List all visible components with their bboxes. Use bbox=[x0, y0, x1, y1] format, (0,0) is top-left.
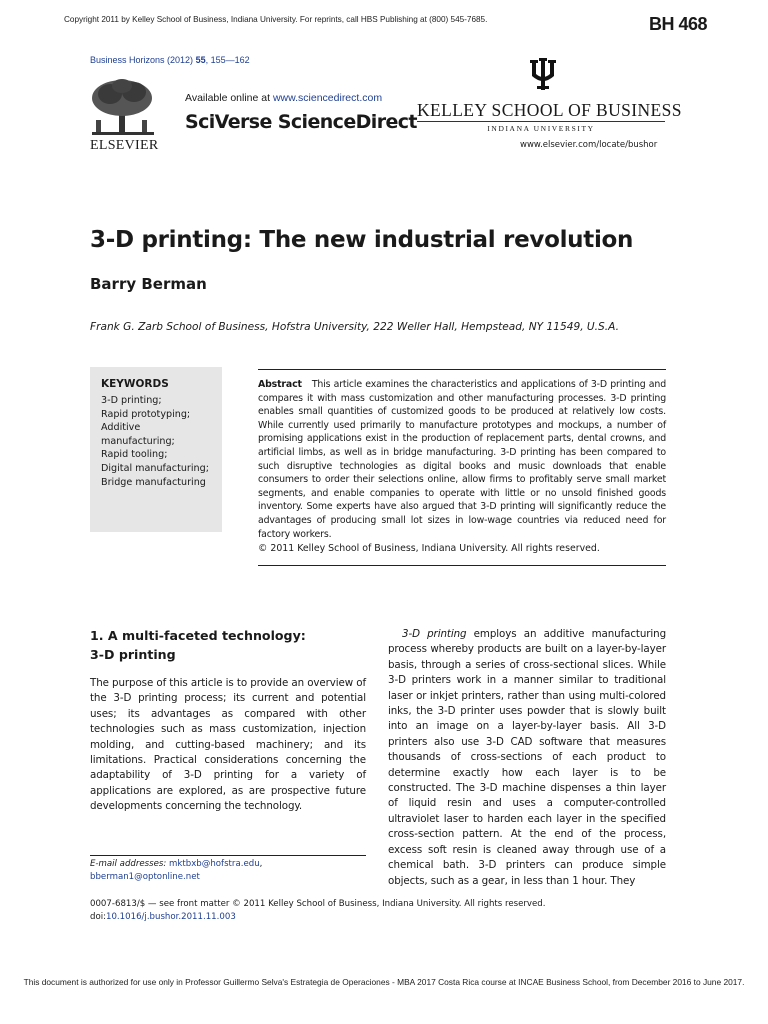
abstract-bottom-rule bbox=[258, 565, 666, 566]
sciencedirect-link[interactable]: www.sciencedirect.com bbox=[272, 92, 383, 104]
section-heading-line2: 3-D printing bbox=[90, 647, 176, 662]
publisher-name: ELSEVIER bbox=[90, 138, 159, 153]
abstract-text bbox=[258, 378, 666, 541]
keyword-item: Rapid prototyping; bbox=[101, 408, 191, 420]
issn-line: 0007-6813/$ — see front matter © 2011 Kelley School of Business, Indiana University. All rights reserved. bbox=[90, 899, 546, 909]
keyword-item: Bridge manufacturing bbox=[101, 476, 206, 488]
body-paragraph-2 bbox=[388, 627, 666, 889]
body-paragraph-1: The purpose of this article is to provide an overview of the 3-D printing process; its current and potential uses; its advantages as compared with other technologies such as mass customization, injection molding, and cutting-based machinery; and its limitations. Practical considerations concerning the adaptability of 3-D printing for a variety of applications are explored, as are prospective future developments concerning the technology. bbox=[90, 677, 366, 813]
keywords-list bbox=[101, 394, 221, 489]
keyword-item: manufacturing; bbox=[101, 435, 175, 447]
email-label: E-mail addresses: bbox=[90, 859, 170, 869]
keyword-item: Rapid tooling; bbox=[101, 449, 168, 461]
keyword-item: Additive bbox=[101, 422, 141, 434]
paragraph-2-text: employs an additive manufacturing process whereby products are built on a layer-by-layer basis, through a series of cross-sectional slices. While 3-D printers work in a manner similar to traditional laser or inkjet printers, rather than using multi-colored inks, the 3-D printer uses powder that is slowly built into an image on a layer-by-layer basis. All 3-D printers also use 3-D CAD software that measures thousands of cross-sections of each product to determine exactly how each layer is to be constructed. The 3-D machine dispenses a thin layer of liquid resin and uses a computer-controlled ultraviolet laser to harden each layer in the specified cross-section pattern. At the end of the process, excess soft resin is cleaned away through use of a chemical bath. 3-D printers can produce simple objects, such as a gear, in less than 1 hour. They bbox=[388, 628, 667, 887]
abstract-body: This article examines the characteristics and applications of 3-D printing and compares it with mass customization and other manufacturing processes. 3-D printing enables small quantities of customized goods to be produced at relatively low costs. While currently used primarily to manufacture prototypes and mockups, a number of promising applications exist in the production of replacement parts, dental crowns, and artificial limbs, as well as in bridge manufacturing. 3-D printing has been compared to such disruptive technologies as digital books and music downloads that enable consumers to order their selections online, allow firms to profitably serve small market segments, and enable companies to operate with little or no unsold finished goods inventory. Some experts have also argued that 3-D printing will significantly reduce the advantages of producing small lot sizes in low-wage countries via reduced need for factory workers. bbox=[258, 379, 666, 540]
section-heading-line1: 1. A multi-faceted technology: bbox=[90, 628, 306, 643]
copyright-notice: Copyright 2011 by Kelley School of Business, Indiana University. For reprints, call HBS Publishing at (800) 545-7685. bbox=[64, 15, 488, 24]
sciverse-logo: SciVerse ScienceDirect bbox=[185, 111, 417, 133]
doi-line bbox=[90, 911, 545, 924]
abstract-top-rule bbox=[258, 369, 666, 370]
keyword-item: Digital manufacturing; bbox=[101, 462, 209, 474]
article-author: Barry Berman bbox=[90, 275, 207, 293]
elsevier-tree-logo bbox=[88, 78, 158, 140]
journal-pages: , 155—162 bbox=[205, 55, 250, 65]
journal-citation bbox=[90, 55, 250, 65]
doi-label: doi: bbox=[90, 912, 106, 922]
university-name: INDIANA UNIVERSITY bbox=[487, 124, 595, 133]
indiana-university-trident-icon bbox=[530, 58, 556, 90]
journal-url[interactable]: www.elsevier.com/locate/bushor bbox=[520, 140, 658, 150]
email-footnote bbox=[90, 858, 262, 884]
abstract-copyright: © 2011 Kelley School of Business, Indiana University. All rights reserved. bbox=[258, 543, 600, 554]
doi-link[interactable]: 10.1016/j.bushor.2011.11.003 bbox=[106, 912, 236, 922]
footnote-rule bbox=[90, 855, 366, 856]
issn-block bbox=[90, 898, 545, 924]
section-heading bbox=[90, 626, 360, 664]
school-divider bbox=[417, 121, 665, 122]
case-code: BH 468 bbox=[649, 14, 708, 34]
abstract-label: Abstract bbox=[258, 379, 302, 390]
article-title: 3-D printing: The new industrial revolution bbox=[90, 227, 634, 253]
email-link-1[interactable]: mktbxb@hofstra.edu bbox=[169, 859, 260, 869]
keyword-item: 3-D printing; bbox=[101, 395, 162, 406]
journal-prefix: Business Horizons (2012) bbox=[90, 55, 196, 65]
term-3d-printing: 3-D printing bbox=[402, 628, 467, 640]
email-link-2[interactable]: bberman1@optonline.net bbox=[90, 871, 200, 882]
author-affiliation: Frank G. Zarb School of Business, Hofstra University, 222 Weller Hall, Hempstead, NY 11549, U.S.A. bbox=[90, 321, 619, 333]
email-separator: , bbox=[259, 859, 263, 869]
available-text: Available online at bbox=[185, 92, 273, 104]
school-name: KELLEY SCHOOL OF BUSINESS bbox=[417, 100, 682, 120]
keywords-title: KEYWORDS bbox=[101, 378, 169, 390]
journal-volume: 55 bbox=[195, 55, 206, 65]
available-online bbox=[185, 92, 382, 104]
authorization-notice: This document is authorized for use only in Professor Guillermo Selva's Estrategia de Operaciones - MBA 2017 Costa Rica course at INCAE Business School, from December 2016 to June 2017. bbox=[23, 977, 745, 987]
